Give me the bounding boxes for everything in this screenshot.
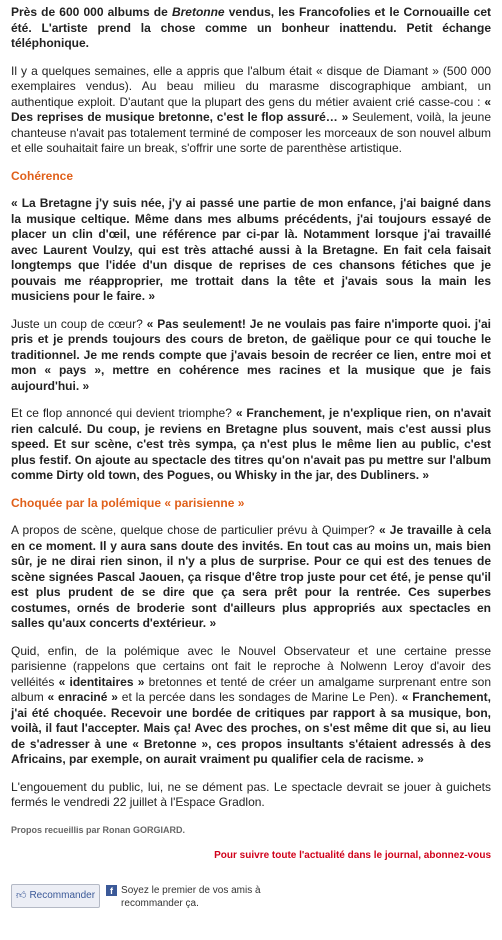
polemique-text-3: et la percée dans les sondages de Marine Le Pen). (117, 690, 402, 704)
facebook-logo-icon: f (106, 885, 117, 896)
paragraph-triomphe (11, 406, 491, 484)
paragraph-bretagne-quote (11, 196, 491, 305)
album-title: Bretonne (171, 5, 225, 19)
paragraph-diamond-text-1: Il y a quelques semaines, elle a appris que l'album était « disque de Diamant » (500 000 exemplaires vendus). Au beau milieu du marasme discographique ambiant, un authentique exploit. D'autant que la plupart des gens du métier avaient crié casse-cou : (11, 63, 491, 109)
polemique-text-2: bretonnes et tenté de créer un amalgame surprenant entre son album (11, 674, 491, 704)
paragraph-diamond (11, 64, 491, 157)
question-coup-de-coeur: Juste un coup de cœur? (11, 316, 147, 331)
subheading-polemique: Choquée par la polémique « parisienne » (11, 495, 245, 510)
facebook-recommend-widget (11, 884, 491, 910)
paragraph-diamond-quote: « Des reprises de musique bretonne, c'est le flop assuré… » (11, 94, 491, 124)
paragraph-gradlon: L'engouement du public, lui, ne se dément pas. Le spectacle devrait se jouer à guichets fermés le vendredi 22 juillet à l'Espace Gradlon. (11, 779, 491, 809)
paragraph-diamond-text-2: Seulement, voilà, la jeune chanteuse n'avait pas totalement terminé de composer les morceaux de son nouvel album et elle souhaitait faire un break, s'offrir une sorte de parenthèse artistique. (11, 110, 491, 155)
thumbs-up-icon: 👍︎ (16, 889, 27, 901)
answer-triomphe: « Franchement, je n'explique rien, on n'avait rien calculé. Du coup, je reviens en Bretagne plus souvent, mais c'est aussi plus speed. Et sur scène, c'est très sympa, ça n'est plus le même lien au public, c'est plus festif. On ajoute au spectacle des titres qu'on n'avait pas pu mettre sur l'album comme Dirty old town, des Pogues, ou Whisky in the jar, des Dubliners. » (11, 406, 492, 482)
facebook-note (106, 884, 286, 910)
polemique-quote: « Franchement, j'ai été choquée. Recevoir une bordée de critiques par rapport à sa musique, bon, voilà, il faut l'accepter. Mais ça! Avec des proches, on s'est même dit que si, au lieu de s'adresser à une « Bretonne », ces propos insultants s'étaient adressés à des Africains, par exemple, on aurait vraiment pu qualifier cela de racisme. » (11, 690, 491, 766)
author-credit: Propos recueillis par Ronan GORGIARD. (11, 824, 186, 835)
question-triomphe: Et ce flop annoncé qui devient triomphe? (11, 406, 236, 420)
subheading-coherence: Cohérence (11, 168, 74, 183)
intro-text-2: vendus, les Francofolies et le Cornouaille cet été. L'artiste prend la chose comme un bonheur inattendu. Petit échange téléphonique. (11, 5, 491, 50)
facebook-note-text: Soyez le premier de vos amis à recommander ça. (121, 884, 261, 909)
answer-coup-de-coeur: « Pas seulement! Je ne voulais pas faire n'importe quoi. j'ai pris et je prends toujours des cours de breton, de gaëlique pour ce qui touche le traditionnel. Je me rends compte que j'avais besoin de recréer ce lien, entre moi et mon « pays », mettre en cohérence mes racines et la musique que je fais aujourd'hui. » (11, 316, 492, 393)
paragraph-polemique (11, 644, 491, 768)
subscribe-link[interactable] (11, 848, 491, 864)
paragraph-quimper (11, 523, 491, 632)
polemique-enracine: « enraciné » (47, 690, 118, 704)
paragraph-coup-de-coeur (11, 317, 491, 395)
polemique-identitaires: « identitaires » (58, 674, 145, 689)
polemique-text-1: Quid, enfin, de la polémique avec le Nouvel Observateur et une certaine presse parisienne (rappelons que certains ont fait le reproche à Nolwenn Leroy d'avoir des velléités (11, 643, 491, 689)
recommend-button-label: Recommander (29, 889, 96, 901)
bretagne-quote: « La Bretagne j'y suis née, j'y ai passé une partie de mon enfance, j'ai baigné dans la musique celtique. Même dans mes albums précédents, j'ai toujours essayé de placer un clin d'œil, une référence par ci-par là. Notamment lorsque j'ai travaillé avec Laurent Voulzy, qui est très attaché aussi à la Bretagne. En fait cela faisait longtemps que l'idée d'un disque de reprises de ces chansons fétiches que je pouvais me réapproprier, me trottait dans la tête et j'avais sous la main les musiciens pour le faire. » (11, 196, 491, 303)
question-quimper: A propos de scène, quelque chose de particulier prévu à Quimper? (11, 523, 379, 537)
intro-paragraph (11, 5, 491, 52)
answer-quimper: « Je travaille à cela en ce moment. Il y aura sans doute des invités. En tout cas au moins un, mais bien sûr, je ne dirai rien sinon, il n'y a plus de surprise. Pour ce qui est des tenues de scène signées Pascal Jaouen, ça risque d'être trop juste pour cet été, je pense qu'il est plus prudent de se dire que ça sera prêt pour la rentrée. Ces superbes costumes, ornés de broderie sont d'ailleurs plus appropriés aux spectacles en salles qu'aux concerts d'extérieur. » (11, 523, 491, 630)
recommend-button[interactable] (11, 884, 100, 908)
intro-text-1: Près de 600 000 albums de (11, 5, 172, 19)
subscribe-link-text[interactable]: Pour suivre toute l'actualité dans le journal, abonnez-vous (214, 850, 491, 861)
